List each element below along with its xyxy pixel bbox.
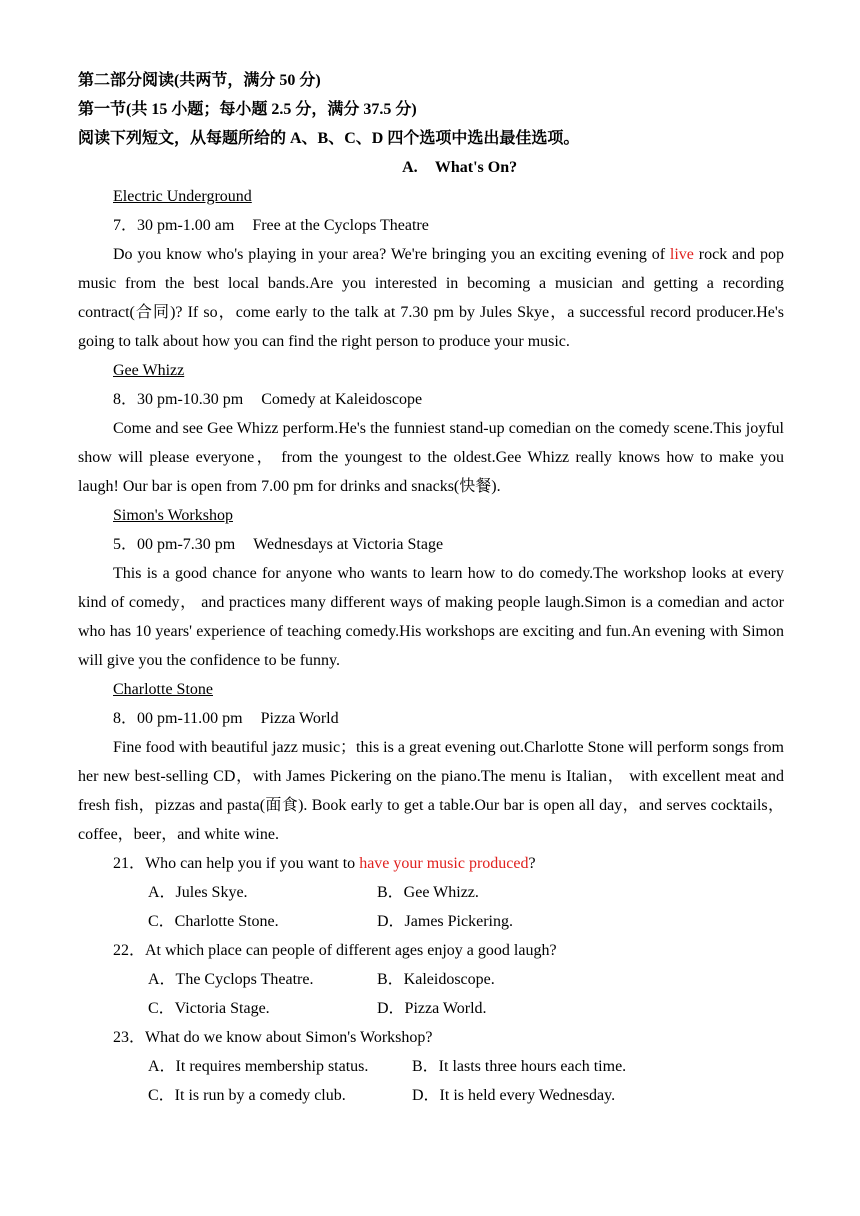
option-c[interactable]: C．Charlotte Stone.	[148, 913, 279, 930]
option-b[interactable]: B．Gee Whizz.	[377, 884, 479, 901]
option-row	[78, 1052, 784, 1081]
section-heading: 第一节(共 15 小题；每小题 2.5 分，满分 37.5 分)	[78, 101, 417, 118]
option-row	[78, 994, 784, 1023]
event-description: This is a good chance for anyone who wants to learn how to do comedy.The workshop looks at every kind of comedy， and practices many different ways of making people laugh.Simon is a comedian and actor who has 10 years' experience of teaching comedy.His workshops are exciting and fun.An evening with Simon will give you the confidence to be funny.	[78, 565, 784, 669]
event-name: Charlotte Stone	[113, 681, 213, 698]
instruction-text: 阅读下列短文，从每题所给的 A、B、C、D 四个选项中选出最佳选项。	[78, 130, 580, 147]
event-time: 5．00 pm-7.30 pm Wednesdays at Victoria Stage	[113, 536, 444, 553]
option-d[interactable]: D．James Pickering.	[377, 913, 513, 930]
event-name: Simon's Workshop	[113, 507, 233, 524]
question-22: 22．At which place can people of different ages enjoy a good laugh?	[113, 942, 557, 959]
passage-label: A.	[402, 159, 418, 176]
passage-title-text: What's On?	[434, 159, 518, 176]
option-c[interactable]: C．Victoria Stage.	[148, 1000, 270, 1017]
event-name: Gee Whizz	[113, 362, 185, 379]
highlighted-word: live	[669, 246, 694, 263]
question-23: 23．What do we know about Simon's Workshop?	[113, 1029, 433, 1046]
option-b[interactable]: B．Kaleidoscope.	[377, 971, 495, 988]
highlighted-phrase: have your music produced	[359, 855, 529, 872]
option-d[interactable]: D．It is held every Wednesday.	[412, 1087, 616, 1104]
document-page	[78, 66, 784, 1110]
event-time: 8．00 pm-11.00 pm Pizza World	[113, 710, 339, 727]
option-row	[78, 878, 784, 907]
event-time: 7．30 pm-1.00 am Free at the Cyclops Theatre	[113, 217, 429, 234]
option-row	[78, 965, 784, 994]
event-description: Come and see Gee Whizz perform.He's the funniest stand-up comedian on the comedy scene.This joyful show will please everyone， from the youngest to the oldest.Gee Whizz really knows how to make you laugh! Our bar is open from 7.00 pm for drinks and snacks(快餐).	[78, 420, 784, 495]
option-row	[78, 1081, 784, 1110]
question-21: 21．Who can help you if you want to have your music produced?	[113, 855, 536, 872]
passage-title	[78, 153, 784, 182]
option-a[interactable]: A．The Cyclops Theatre.	[148, 971, 314, 988]
option-a[interactable]: A．Jules Skye.	[148, 884, 248, 901]
event-name: Electric Underground	[113, 188, 252, 205]
event-description: Fine food with beautiful jazz music；this is a great evening out.Charlotte Stone will perform songs from her new best-selling CD，with James Pickering on the piano.The menu is Italian， with excellent meat and fresh fish，pizzas and pasta(面食). Book early to get a table.Our bar is open all day，and serves cocktails，coffee，beer，and white wine.	[78, 739, 784, 843]
option-c[interactable]: C．It is run by a comedy club.	[148, 1087, 346, 1104]
option-a[interactable]: A．It requires membership status.	[148, 1058, 369, 1075]
event-description: Do you know who's playing in your area? We're bringing you an exciting evening of live rock and pop music from the best local bands.Are you interested in becoming a musician and getting a recording contract(合同)? If so，come early to the talk at 7.30 pm by Jules Skye，a successful record producer.He's going to talk about how you can find the right person to produce your music.	[78, 246, 785, 350]
option-row	[78, 907, 784, 936]
option-b[interactable]: B．It lasts three hours each time.	[412, 1058, 627, 1075]
part-heading: 第二部分阅读(共两节，满分 50 分)	[78, 72, 321, 89]
option-d[interactable]: D．Pizza World.	[377, 1000, 487, 1017]
event-time: 8．30 pm-10.30 pm Comedy at Kaleidoscope	[113, 391, 423, 408]
